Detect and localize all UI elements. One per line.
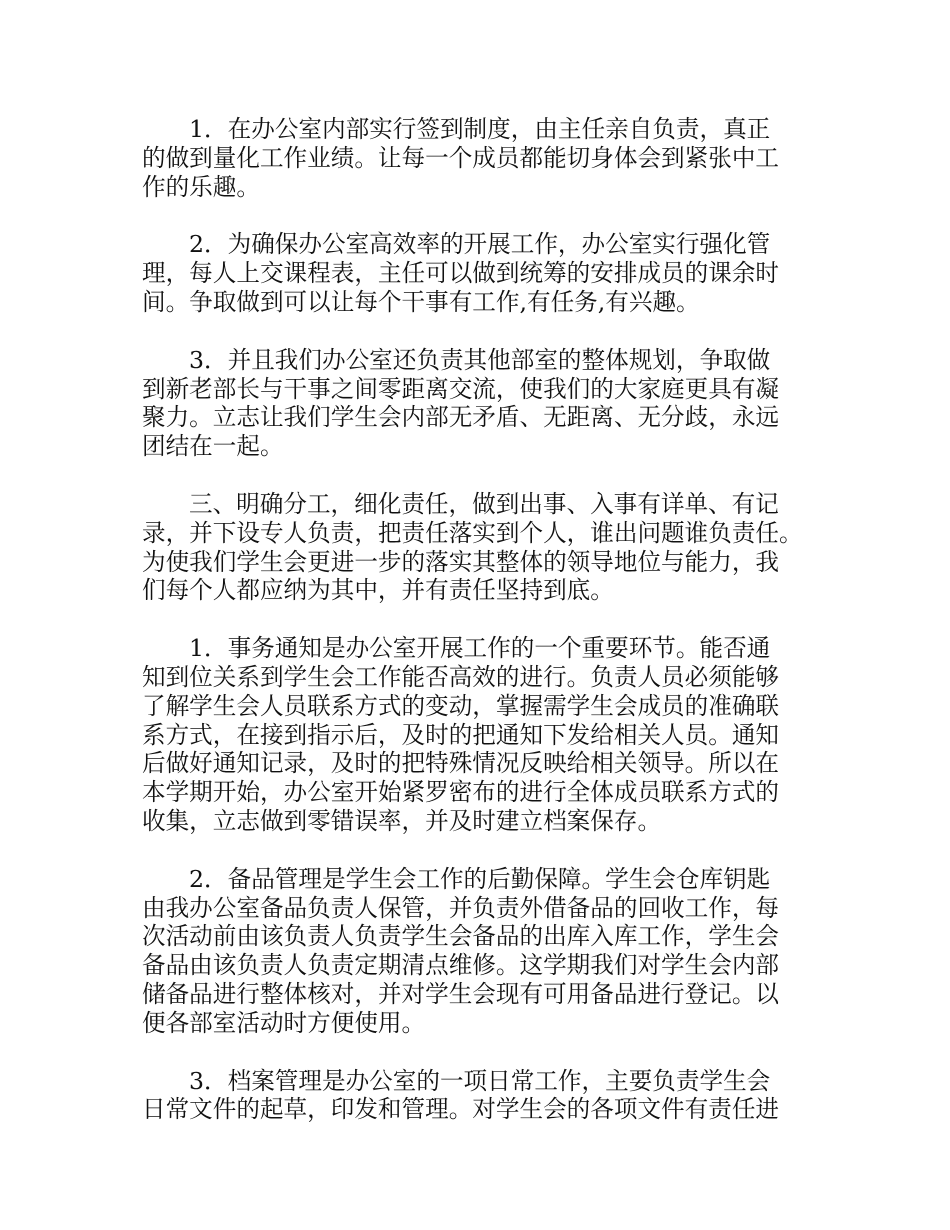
paragraph-line: 3．并且我们办公室还负责其他部室的整体规划，争取做: [189, 345, 771, 374]
paragraph-line: 聚力。立志让我们学生会内部无矛盾、无距离、无分歧，永远: [142, 403, 780, 432]
paragraph-3: [142, 346, 812, 461]
paragraph-7: [142, 1067, 812, 1125]
paragraph-line: 理，每人上交课程表，主任可以做到统筹的安排成员的课余时: [142, 259, 780, 288]
paragraph-line: 三、明确分工，细化责任，做到出事、入事有详单、有记: [189, 489, 779, 518]
paragraph-line: 1．事务通知是办公室开展工作的一个重要环节。能否通: [189, 634, 771, 663]
paragraph-line: 知到位关系到学生会工作能否高效的进行。负责人员必须能够: [142, 662, 780, 691]
paragraph-line: 后做好通知记录，及时的把特殊情况反映给相关领导。所以在: [142, 749, 780, 778]
paragraph-6: [142, 865, 812, 1038]
paragraph-line: 团结在一起。: [142, 432, 284, 461]
paragraph-line: 日常文件的起草，印发和管理。对学生会的各项文件有责任进: [142, 1095, 780, 1124]
paragraph-line: 3．档案管理是办公室的一项日常工作，主要负责学生会: [189, 1066, 771, 1095]
paragraph-line: 收集，立志做到零错误率，并及时建立档案保存。: [142, 806, 662, 835]
paragraph-line: 间。争取做到可以让每个干事有工作,有任务,有兴趣。: [142, 287, 700, 316]
paragraph-line: 次活动前由该负责人负责学生会备品的出库入库工作，学生会: [142, 922, 780, 951]
paragraph-line: 为使我们学生会更进一步的落实其整体的领导地位与能力，我: [142, 547, 780, 576]
paragraph-line: 们每个人都应纳为其中，并有责任坚持到底。: [142, 576, 614, 605]
paragraph-line: 由我办公室备品负责人保管，并负责外借备品的回收工作，每: [142, 893, 780, 922]
paragraph-line: 了解学生会人员联系方式的变动，掌握需学生会成员的准确联: [142, 691, 780, 720]
paragraph-line: 1．在办公室内部实行签到制度，由主任亲自负责，真正: [189, 115, 771, 143]
paragraph-line: 的做到量化工作业绩。让每一个成员都能切身体会到紧张中工: [142, 143, 780, 172]
paragraph-1: [142, 115, 812, 201]
paragraph-line: 便各部室活动时方便使用。: [142, 1008, 426, 1037]
paragraph-line: 2．为确保办公室高效率的开展工作，办公室实行强化管: [189, 230, 771, 259]
paragraph-line: 作的乐趣。: [142, 172, 260, 201]
document-body: [142, 115, 812, 1153]
paragraph-4: [142, 490, 812, 605]
paragraph-5: [142, 634, 812, 836]
paragraph-line: 储备品进行整体核对，并对学生会现有可用备品进行登记。以: [142, 979, 780, 1008]
paragraph-line: 备品由该负责人负责定期清点维修。这学期我们对学生会内部: [142, 951, 780, 980]
paragraph-line: 系方式，在接到指示后，及时的把通知下发给相关人员。通知: [142, 720, 780, 749]
paragraph-line: 录，并下设专人负责，把责任落实到个人，谁出问题谁负责任。: [142, 518, 803, 547]
paragraph-2: [142, 230, 812, 316]
paragraph-line: 2．备品管理是学生会工作的后勤保障。学生会仓库钥匙: [189, 864, 771, 893]
paragraph-line: 本学期开始，办公室开始紧罗密布的进行全体成员联系方式的: [142, 778, 780, 807]
paragraph-line: 到新老部长与干事之间零距离交流，使我们的大家庭更具有凝: [142, 374, 780, 403]
